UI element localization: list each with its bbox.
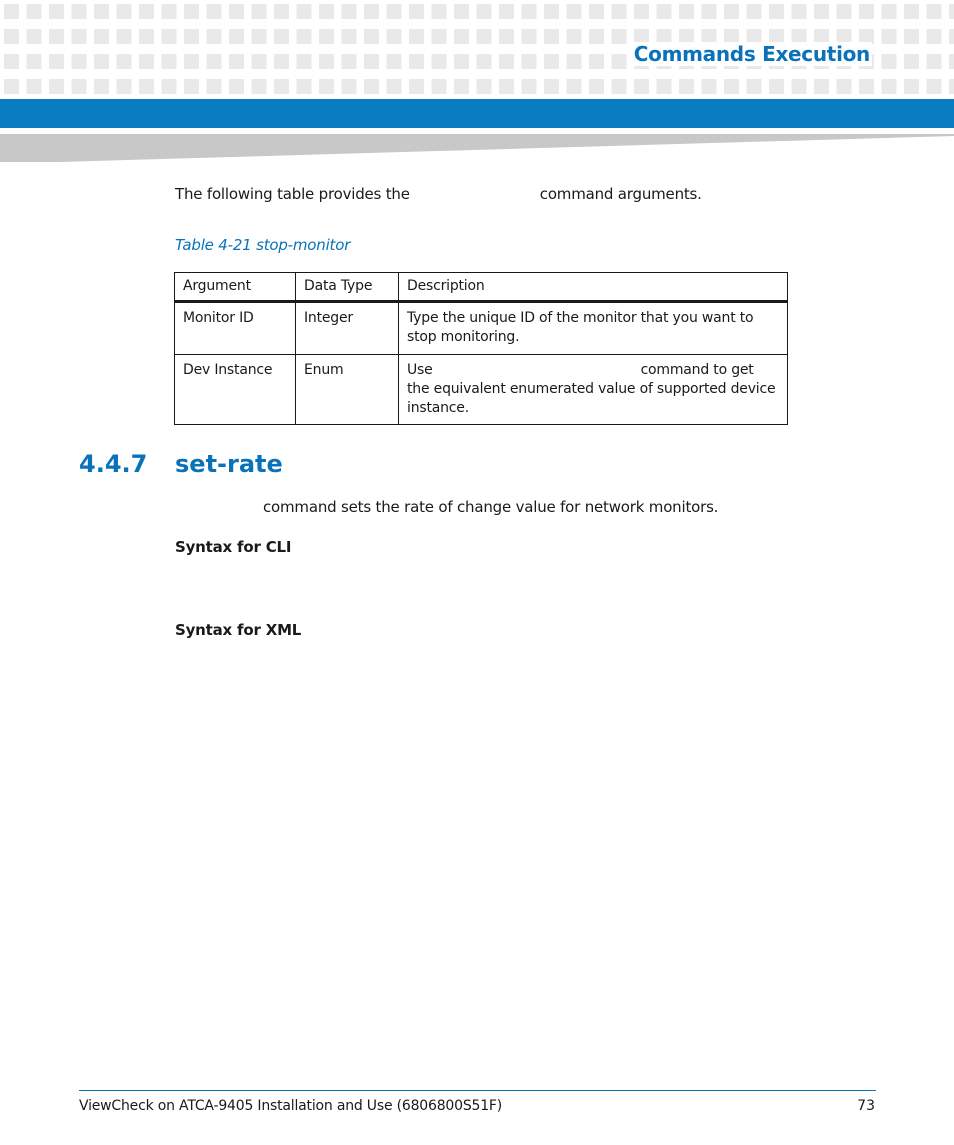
grid-square <box>94 4 109 19</box>
grid-square <box>139 79 154 94</box>
grid-square <box>904 29 919 44</box>
grid-square <box>724 4 739 19</box>
grid-square <box>229 4 244 19</box>
grid-square <box>522 4 537 19</box>
table-row <box>175 302 788 355</box>
grid-square <box>544 4 559 19</box>
grid-square <box>27 4 42 19</box>
grid-square <box>949 79 954 94</box>
grid-square <box>432 79 447 94</box>
column-header-argument: Argument <box>175 273 296 302</box>
grid-square <box>814 4 829 19</box>
grid-square <box>432 29 447 44</box>
grid-square <box>522 29 537 44</box>
table-header-row <box>175 273 788 302</box>
grid-square <box>342 79 357 94</box>
grid-square <box>319 4 334 19</box>
grid-square <box>814 79 829 94</box>
grid-square <box>49 54 64 69</box>
grid-square <box>769 79 784 94</box>
grid-square <box>499 54 514 69</box>
grid-square <box>499 4 514 19</box>
grid-square <box>342 54 357 69</box>
grid-square <box>297 79 312 94</box>
grid-square <box>319 54 334 69</box>
intro-paragraph <box>175 185 702 203</box>
grid-square <box>364 54 379 69</box>
grid-square <box>27 79 42 94</box>
grid-square <box>184 79 199 94</box>
grid-square <box>949 29 954 44</box>
grid-square <box>49 79 64 94</box>
grid-square <box>522 79 537 94</box>
grid-square <box>634 79 649 94</box>
grid-square <box>229 54 244 69</box>
grid-square <box>837 79 852 94</box>
grid-square <box>702 4 717 19</box>
grid-square <box>747 79 762 94</box>
cell-description: Type the unique ID of the monitor that you want to stop monitoring. <box>399 302 788 355</box>
grid-square <box>139 29 154 44</box>
grid-square <box>274 79 289 94</box>
grid-square <box>72 29 87 44</box>
grid-square <box>184 4 199 19</box>
grid-square <box>589 29 604 44</box>
grid-square <box>4 4 19 19</box>
grid-square <box>477 54 492 69</box>
grid-square <box>72 4 87 19</box>
grid-square <box>927 54 942 69</box>
grid-square <box>544 79 559 94</box>
grid-square <box>927 79 942 94</box>
grid-square <box>4 29 19 44</box>
grid-square <box>949 54 954 69</box>
grid-square <box>184 29 199 44</box>
syntax-xml-heading: Syntax for XML <box>175 621 302 639</box>
grid-square <box>117 54 132 69</box>
page-header-title: Commands Execution <box>633 42 870 66</box>
grid-square <box>589 79 604 94</box>
grid-square <box>612 79 627 94</box>
grid-square <box>27 29 42 44</box>
grid-square <box>162 79 177 94</box>
grid-square <box>499 29 514 44</box>
grid-square <box>274 4 289 19</box>
grid-square <box>184 54 199 69</box>
grid-square <box>634 4 649 19</box>
table-caption: Table 4-21 stop-monitor <box>175 236 351 254</box>
grid-square <box>769 4 784 19</box>
grid-square <box>139 4 154 19</box>
grid-square <box>882 29 897 44</box>
section-number: 4.4.7 <box>79 450 148 478</box>
grid-square <box>589 4 604 19</box>
description-text-before: Use <box>407 362 433 378</box>
grid-square <box>229 79 244 94</box>
grid-square <box>837 4 852 19</box>
grid-square <box>882 79 897 94</box>
grid-square <box>252 79 267 94</box>
grid-square <box>274 54 289 69</box>
grid-square <box>927 4 942 19</box>
grid-square <box>724 79 739 94</box>
grid-square <box>432 4 447 19</box>
grid-square <box>679 79 694 94</box>
section-body: command sets the rate of change value for network monitors. <box>263 498 719 516</box>
grid-square <box>612 4 627 19</box>
arguments-table <box>174 272 788 425</box>
grid-square <box>477 4 492 19</box>
footer-document-title: ViewCheck on ATCA-9405 Installation and Use (6806800S51F) <box>79 1098 503 1114</box>
grid-square <box>904 54 919 69</box>
grid-square <box>792 4 807 19</box>
grid-square <box>49 29 64 44</box>
grid-square <box>319 29 334 44</box>
grid-square <box>747 4 762 19</box>
grid-square <box>432 54 447 69</box>
grid-square <box>72 54 87 69</box>
grid-square <box>657 4 672 19</box>
grid-square <box>4 54 19 69</box>
grid-square <box>364 29 379 44</box>
grid-square <box>792 79 807 94</box>
grid-square <box>297 4 312 19</box>
grid-square <box>342 4 357 19</box>
grid-square <box>679 4 694 19</box>
intro-text-after: command arguments. <box>539 185 702 203</box>
grid-square <box>409 29 424 44</box>
grid-square <box>162 29 177 44</box>
grid-square <box>252 54 267 69</box>
grid-square <box>657 79 672 94</box>
grid-square <box>499 79 514 94</box>
intro-text-before: The following table provides the <box>175 185 410 203</box>
footer-divider <box>79 1090 876 1091</box>
grid-square <box>94 29 109 44</box>
table-row <box>175 355 788 425</box>
header-grey-wedge <box>0 128 954 164</box>
grid-square <box>454 29 469 44</box>
grid-square <box>364 79 379 94</box>
grid-square <box>544 29 559 44</box>
column-header-data-type: Data Type <box>296 273 399 302</box>
grid-square <box>162 4 177 19</box>
header-blue-band <box>0 99 954 128</box>
grid-square <box>297 54 312 69</box>
description-text-after: command to get the <box>407 362 754 397</box>
grid-square <box>567 4 582 19</box>
grid-square <box>387 4 402 19</box>
description-text-rest: equivalent enumerated value of supported device instance. <box>407 381 776 416</box>
grid-square <box>297 29 312 44</box>
cell-argument: Dev Instance <box>175 355 296 425</box>
cell-data-type: Integer <box>296 302 399 355</box>
grid-square <box>567 79 582 94</box>
grid-square <box>904 79 919 94</box>
grid-square <box>4 79 19 94</box>
grid-square <box>342 29 357 44</box>
grid-square <box>49 4 64 19</box>
cell-data-type: Enum <box>296 355 399 425</box>
grid-square <box>454 4 469 19</box>
grid-square <box>859 79 874 94</box>
grid-square <box>252 4 267 19</box>
section-title: set-rate <box>175 450 283 478</box>
grid-square <box>567 29 582 44</box>
syntax-cli-heading: Syntax for CLI <box>175 538 292 556</box>
footer-page-number: 73 <box>857 1098 875 1114</box>
grid-square <box>567 54 582 69</box>
grid-square <box>364 4 379 19</box>
grid-square <box>859 4 874 19</box>
grid-square <box>387 54 402 69</box>
grid-square <box>702 79 717 94</box>
grid-square <box>454 54 469 69</box>
grid-square <box>409 4 424 19</box>
grid-square <box>139 54 154 69</box>
grid-square <box>319 79 334 94</box>
grid-square <box>882 54 897 69</box>
grid-square <box>162 54 177 69</box>
grid-square <box>612 29 627 44</box>
grid-square <box>409 79 424 94</box>
grid-square <box>882 4 897 19</box>
grid-square <box>589 54 604 69</box>
grid-square <box>207 29 222 44</box>
grid-square <box>477 79 492 94</box>
grid-square <box>477 29 492 44</box>
grid-square <box>94 79 109 94</box>
grid-square <box>522 54 537 69</box>
grid-square <box>409 54 424 69</box>
cell-description <box>399 355 788 425</box>
grid-square <box>72 79 87 94</box>
grid-square <box>117 4 132 19</box>
grid-square <box>949 4 954 19</box>
column-header-description: Description <box>399 273 788 302</box>
grid-square <box>94 54 109 69</box>
grid-square <box>544 54 559 69</box>
grid-square <box>904 4 919 19</box>
grid-square <box>207 4 222 19</box>
grid-square <box>252 29 267 44</box>
grid-square <box>27 54 42 69</box>
grid-square <box>229 29 244 44</box>
grid-square <box>927 29 942 44</box>
grid-square <box>274 29 289 44</box>
grid-square <box>117 29 132 44</box>
grid-square <box>387 79 402 94</box>
grid-square <box>612 54 627 69</box>
grid-square <box>207 54 222 69</box>
cell-argument: Monitor ID <box>175 302 296 355</box>
grid-square <box>207 79 222 94</box>
grid-square <box>117 79 132 94</box>
grid-square <box>387 29 402 44</box>
grid-square <box>454 79 469 94</box>
